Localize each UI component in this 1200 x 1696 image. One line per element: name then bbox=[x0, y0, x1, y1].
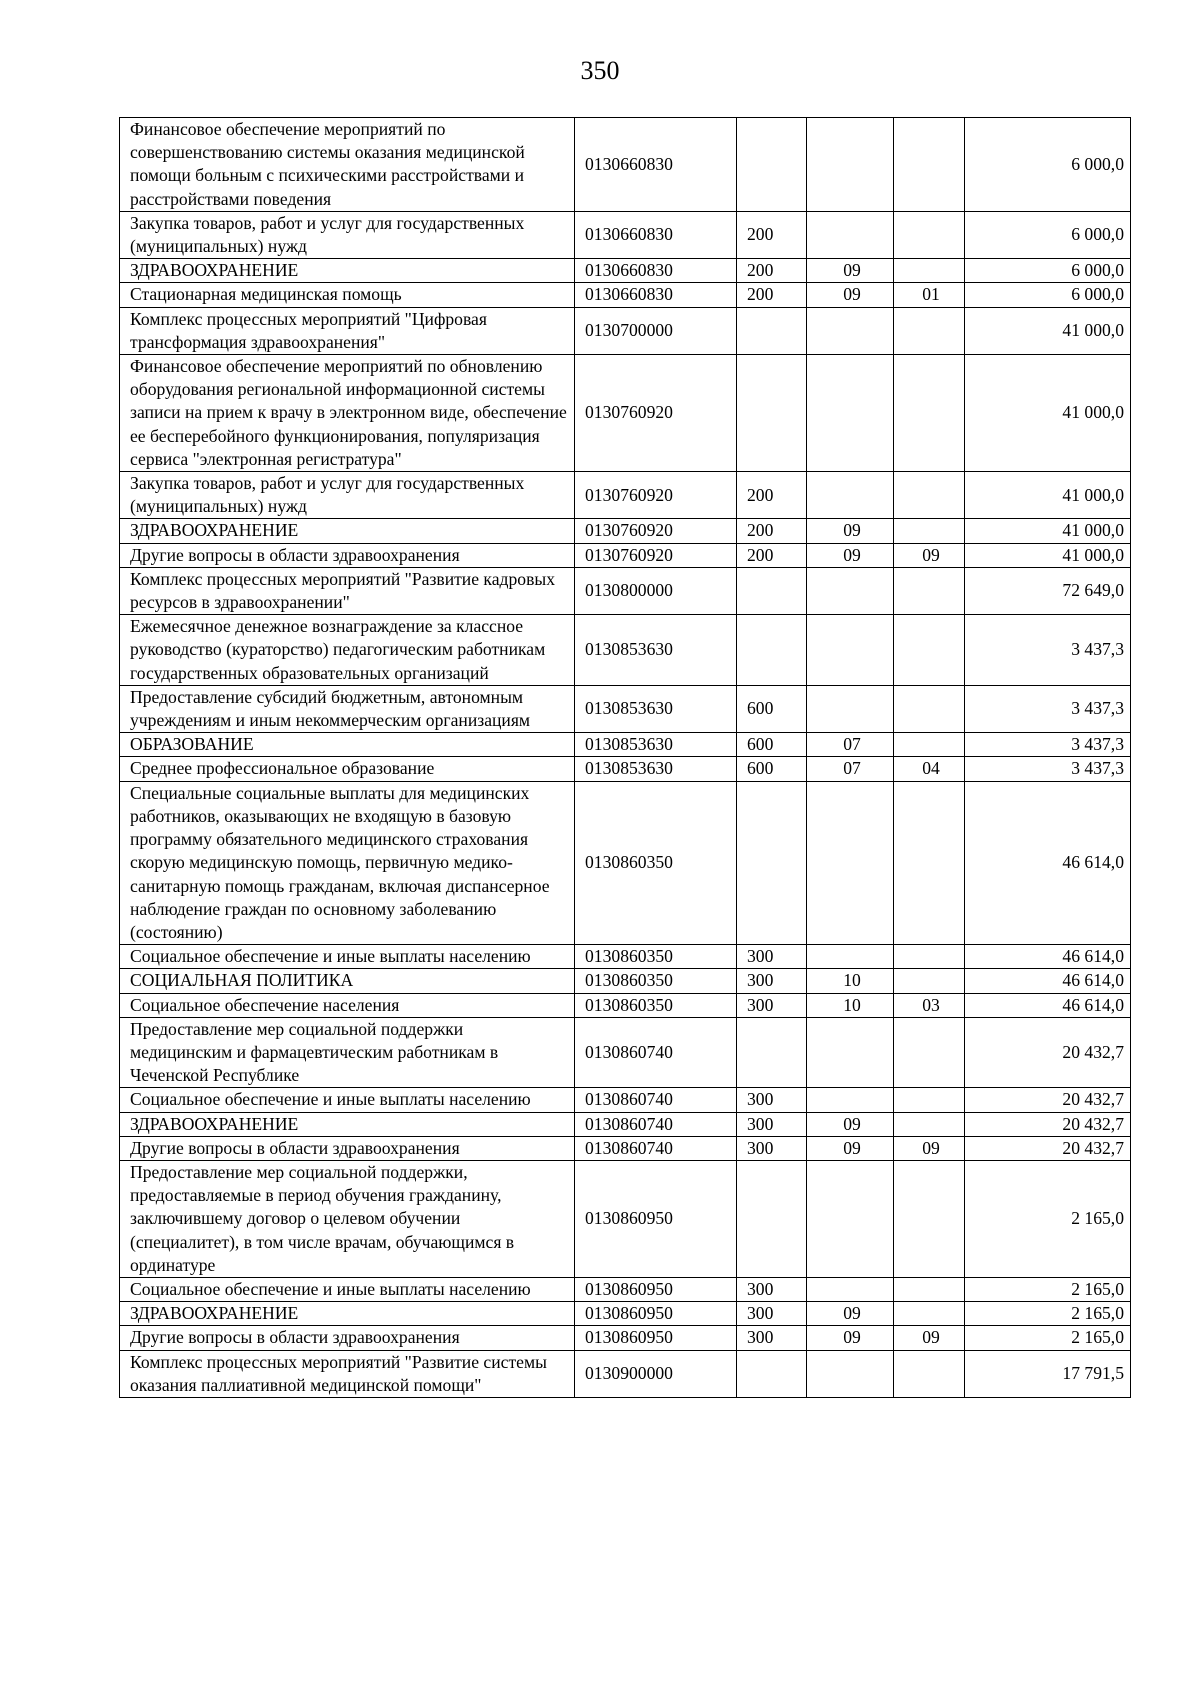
row-code-cell: 0130900000 bbox=[575, 1350, 737, 1397]
row-section-cell bbox=[807, 355, 894, 472]
row-expense-type-cell: 600 bbox=[737, 757, 807, 781]
table-row bbox=[120, 1350, 1131, 1397]
row-amount-cell: 3 437,3 bbox=[965, 733, 1131, 757]
table-row bbox=[120, 993, 1131, 1017]
table-row bbox=[120, 1112, 1131, 1136]
row-amount-cell: 20 432,7 bbox=[965, 1112, 1131, 1136]
row-amount-cell: 3 437,3 bbox=[965, 685, 1131, 732]
row-expense-type-cell bbox=[737, 1160, 807, 1277]
row-section-cell: 07 bbox=[807, 733, 894, 757]
row-code-cell: 0130800000 bbox=[575, 567, 737, 614]
row-code-cell: 0130860350 bbox=[575, 969, 737, 993]
row-amount-cell: 2 165,0 bbox=[965, 1302, 1131, 1326]
row-name-cell: Другие вопросы в области здравоохранения bbox=[120, 1136, 575, 1160]
row-expense-type-cell bbox=[737, 1017, 807, 1088]
row-amount-cell: 6 000,0 bbox=[965, 283, 1131, 307]
row-code-cell: 0130760920 bbox=[575, 543, 737, 567]
row-section-cell: 07 bbox=[807, 757, 894, 781]
row-subsection-cell bbox=[894, 1302, 965, 1326]
row-expense-type-cell: 200 bbox=[737, 519, 807, 543]
row-section-cell bbox=[807, 211, 894, 258]
table-row bbox=[120, 733, 1131, 757]
row-code-cell: 0130860950 bbox=[575, 1160, 737, 1277]
row-section-cell: 09 bbox=[807, 1112, 894, 1136]
row-name-cell: Другие вопросы в области здравоохранения bbox=[120, 1326, 575, 1350]
table-row bbox=[120, 1277, 1131, 1301]
row-subsection-cell bbox=[894, 519, 965, 543]
row-section-cell bbox=[807, 472, 894, 519]
row-name-cell: Закупка товаров, работ и услуг для государственных (муниципальных) нужд bbox=[120, 472, 575, 519]
table-row bbox=[120, 1088, 1131, 1112]
row-expense-type-cell: 300 bbox=[737, 1277, 807, 1301]
row-amount-cell: 6 000,0 bbox=[965, 211, 1131, 258]
row-code-cell: 0130660830 bbox=[575, 283, 737, 307]
row-section-cell: 09 bbox=[807, 1326, 894, 1350]
row-subsection-cell bbox=[894, 118, 965, 212]
row-subsection-cell: 01 bbox=[894, 283, 965, 307]
row-expense-type-cell: 300 bbox=[737, 993, 807, 1017]
row-amount-cell: 41 000,0 bbox=[965, 307, 1131, 354]
row-expense-type-cell: 300 bbox=[737, 1302, 807, 1326]
row-code-cell: 0130760920 bbox=[575, 472, 737, 519]
row-subsection-cell bbox=[894, 1277, 965, 1301]
row-name-cell: Социальное обеспечение и иные выплаты населению bbox=[120, 1277, 575, 1301]
table-row bbox=[120, 757, 1131, 781]
row-subsection-cell: 03 bbox=[894, 993, 965, 1017]
row-code-cell: 0130853630 bbox=[575, 685, 737, 732]
row-code-cell: 0130860740 bbox=[575, 1112, 737, 1136]
row-code-cell: 0130853630 bbox=[575, 733, 737, 757]
table-row bbox=[120, 685, 1131, 732]
row-section-cell: 09 bbox=[807, 283, 894, 307]
row-code-cell: 0130860950 bbox=[575, 1326, 737, 1350]
table-row bbox=[120, 211, 1131, 258]
row-expense-type-cell: 200 bbox=[737, 543, 807, 567]
row-section-cell bbox=[807, 781, 894, 944]
row-expense-type-cell bbox=[737, 1350, 807, 1397]
row-code-cell: 0130860950 bbox=[575, 1277, 737, 1301]
table-row bbox=[120, 969, 1131, 993]
row-subsection-cell bbox=[894, 567, 965, 614]
row-name-cell: Комплекс процессных мероприятий "Развитие системы оказания паллиативной медицинской помощи" bbox=[120, 1350, 575, 1397]
row-amount-cell: 17 791,5 bbox=[965, 1350, 1131, 1397]
row-expense-type-cell: 300 bbox=[737, 1326, 807, 1350]
row-expense-type-cell bbox=[737, 118, 807, 212]
table-row bbox=[120, 519, 1131, 543]
row-code-cell: 0130760920 bbox=[575, 519, 737, 543]
table-row bbox=[120, 615, 1131, 686]
table-row bbox=[120, 567, 1131, 614]
table-row bbox=[120, 355, 1131, 472]
row-code-cell: 0130660830 bbox=[575, 211, 737, 258]
row-section-cell bbox=[807, 685, 894, 732]
row-expense-type-cell: 200 bbox=[737, 472, 807, 519]
row-amount-cell: 2 165,0 bbox=[965, 1326, 1131, 1350]
row-amount-cell: 20 432,7 bbox=[965, 1017, 1131, 1088]
row-expense-type-cell: 300 bbox=[737, 1136, 807, 1160]
row-name-cell: Комплекс процессных мероприятий "Цифровая трансформация здравоохранения" bbox=[120, 307, 575, 354]
row-expense-type-cell: 600 bbox=[737, 685, 807, 732]
row-amount-cell: 3 437,3 bbox=[965, 757, 1131, 781]
row-name-cell: Специальные социальные выплаты для медицинских работников, оказывающих не входящую в базовую программу обязательного медицинского страхования скорую медицинскую помощь, первичную медико-санитарную помощь гражданам, включая диспансерное наблюдение граждан по основному заболеванию (состоянию) bbox=[120, 781, 575, 944]
row-subsection-cell bbox=[894, 1088, 965, 1112]
row-expense-type-cell: 200 bbox=[737, 283, 807, 307]
row-amount-cell: 46 614,0 bbox=[965, 781, 1131, 944]
row-amount-cell: 3 437,3 bbox=[965, 615, 1131, 686]
row-name-cell: Другие вопросы в области здравоохранения bbox=[120, 543, 575, 567]
row-code-cell: 0130860350 bbox=[575, 993, 737, 1017]
table-row bbox=[120, 118, 1131, 212]
row-expense-type-cell: 600 bbox=[737, 733, 807, 757]
row-name-cell: Социальное обеспечение населения bbox=[120, 993, 575, 1017]
table-row bbox=[120, 1160, 1131, 1277]
row-expense-type-cell: 300 bbox=[737, 1112, 807, 1136]
row-subsection-cell bbox=[894, 781, 965, 944]
row-section-cell: 09 bbox=[807, 1136, 894, 1160]
row-subsection-cell bbox=[894, 355, 965, 472]
row-amount-cell: 41 000,0 bbox=[965, 472, 1131, 519]
row-name-cell: Предоставление мер социальной поддержки, предоставляемые в период обучения гражданину, заключившему договор о целевом обучении (специалитет), в том числе врачам, обучающимся в ординатуре bbox=[120, 1160, 575, 1277]
row-expense-type-cell: 200 bbox=[737, 211, 807, 258]
row-section-cell: 09 bbox=[807, 259, 894, 283]
row-expense-type-cell bbox=[737, 307, 807, 354]
table-row bbox=[120, 1302, 1131, 1326]
row-section-cell: 10 bbox=[807, 969, 894, 993]
row-expense-type-cell: 300 bbox=[737, 1088, 807, 1112]
row-name-cell: ЗДРАВООХРАНЕНИЕ bbox=[120, 1112, 575, 1136]
row-name-cell: Предоставление субсидий бюджетным, автономным учреждениям и иным некоммерческим организациям bbox=[120, 685, 575, 732]
row-code-cell: 0130860950 bbox=[575, 1302, 737, 1326]
row-section-cell: 09 bbox=[807, 519, 894, 543]
table-row bbox=[120, 1136, 1131, 1160]
row-expense-type-cell: 200 bbox=[737, 259, 807, 283]
row-name-cell: Комплекс процессных мероприятий "Развитие кадровых ресурсов в здравоохранении" bbox=[120, 567, 575, 614]
row-subsection-cell bbox=[894, 969, 965, 993]
row-code-cell: 0130860350 bbox=[575, 945, 737, 969]
row-amount-cell: 46 614,0 bbox=[965, 945, 1131, 969]
row-code-cell: 0130660830 bbox=[575, 259, 737, 283]
row-subsection-cell: 04 bbox=[894, 757, 965, 781]
row-amount-cell: 20 432,7 bbox=[965, 1088, 1131, 1112]
budget-table bbox=[119, 117, 1131, 1398]
row-code-cell: 0130760920 bbox=[575, 355, 737, 472]
row-subsection-cell bbox=[894, 259, 965, 283]
table-row bbox=[120, 472, 1131, 519]
row-name-cell: Финансовое обеспечение мероприятий по совершенствованию системы оказания медицинской помощи больным с психическими расстройствами и расстройствами поведения bbox=[120, 118, 575, 212]
table-body bbox=[120, 118, 1131, 1398]
row-expense-type-cell bbox=[737, 615, 807, 686]
table-row bbox=[120, 307, 1131, 354]
row-expense-type-cell: 300 bbox=[737, 945, 807, 969]
table-row bbox=[120, 945, 1131, 969]
table-row bbox=[120, 259, 1131, 283]
row-name-cell: Финансовое обеспечение мероприятий по обновлению оборудования региональной информационной системы записи на прием к врачу в электронном виде, обеспечение ее бесперебойного функционирования, популяризация сервиса "электронная регистратура" bbox=[120, 355, 575, 472]
row-amount-cell: 41 000,0 bbox=[965, 543, 1131, 567]
table-row bbox=[120, 283, 1131, 307]
row-subsection-cell bbox=[894, 615, 965, 686]
row-amount-cell: 2 165,0 bbox=[965, 1160, 1131, 1277]
row-name-cell: Стационарная медицинская помощь bbox=[120, 283, 575, 307]
row-amount-cell: 46 614,0 bbox=[965, 969, 1131, 993]
row-amount-cell: 41 000,0 bbox=[965, 355, 1131, 472]
page-number: 350 bbox=[580, 56, 620, 85]
row-name-cell: ЗДРАВООХРАНЕНИЕ bbox=[120, 1302, 575, 1326]
row-section-cell: 09 bbox=[807, 1302, 894, 1326]
row-code-cell: 0130860350 bbox=[575, 781, 737, 944]
row-subsection-cell: 09 bbox=[894, 543, 965, 567]
row-name-cell: ЗДРАВООХРАНЕНИЕ bbox=[120, 259, 575, 283]
row-name-cell: ЗДРАВООХРАНЕНИЕ bbox=[120, 519, 575, 543]
row-expense-type-cell: 300 bbox=[737, 969, 807, 993]
row-name-cell: СОЦИАЛЬНАЯ ПОЛИТИКА bbox=[120, 969, 575, 993]
row-name-cell: Ежемесячное денежное вознаграждение за классное руководство (кураторство) педагогическим работникам государственных образовательных организаций bbox=[120, 615, 575, 686]
row-section-cell: 09 bbox=[807, 543, 894, 567]
row-code-cell: 0130853630 bbox=[575, 615, 737, 686]
row-section-cell bbox=[807, 1017, 894, 1088]
row-section-cell bbox=[807, 1350, 894, 1397]
row-section-cell bbox=[807, 615, 894, 686]
row-section-cell bbox=[807, 1277, 894, 1301]
row-amount-cell: 6 000,0 bbox=[965, 118, 1131, 212]
table-row bbox=[120, 1017, 1131, 1088]
row-subsection-cell bbox=[894, 1112, 965, 1136]
row-subsection-cell bbox=[894, 1350, 965, 1397]
row-subsection-cell bbox=[894, 472, 965, 519]
row-amount-cell: 46 614,0 bbox=[965, 993, 1131, 1017]
row-code-cell: 0130860740 bbox=[575, 1017, 737, 1088]
row-name-cell: Социальное обеспечение и иные выплаты населению bbox=[120, 1088, 575, 1112]
row-subsection-cell bbox=[894, 1017, 965, 1088]
row-expense-type-cell bbox=[737, 355, 807, 472]
row-subsection-cell: 09 bbox=[894, 1136, 965, 1160]
row-code-cell: 0130700000 bbox=[575, 307, 737, 354]
row-subsection-cell bbox=[894, 211, 965, 258]
row-subsection-cell bbox=[894, 685, 965, 732]
row-subsection-cell bbox=[894, 307, 965, 354]
row-section-cell bbox=[807, 1088, 894, 1112]
row-section-cell bbox=[807, 567, 894, 614]
row-amount-cell: 72 649,0 bbox=[965, 567, 1131, 614]
table-row bbox=[120, 781, 1131, 944]
row-section-cell bbox=[807, 945, 894, 969]
row-amount-cell: 41 000,0 bbox=[965, 519, 1131, 543]
table-row bbox=[120, 1326, 1131, 1350]
row-code-cell: 0130860740 bbox=[575, 1136, 737, 1160]
row-code-cell: 0130660830 bbox=[575, 118, 737, 212]
row-name-cell: Среднее профессиональное образование bbox=[120, 757, 575, 781]
row-section-cell bbox=[807, 118, 894, 212]
row-name-cell: ОБРАЗОВАНИЕ bbox=[120, 733, 575, 757]
row-section-cell bbox=[807, 307, 894, 354]
row-section-cell: 10 bbox=[807, 993, 894, 1017]
row-amount-cell: 2 165,0 bbox=[965, 1277, 1131, 1301]
row-name-cell: Предоставление мер социальной поддержки медицинским и фармацевтическим работникам в Чеченской Республике bbox=[120, 1017, 575, 1088]
row-subsection-cell bbox=[894, 945, 965, 969]
row-subsection-cell bbox=[894, 1160, 965, 1277]
row-name-cell: Закупка товаров, работ и услуг для государственных (муниципальных) нужд bbox=[120, 211, 575, 258]
row-subsection-cell: 09 bbox=[894, 1326, 965, 1350]
row-name-cell: Социальное обеспечение и иные выплаты населению bbox=[120, 945, 575, 969]
row-code-cell: 0130860740 bbox=[575, 1088, 737, 1112]
row-subsection-cell bbox=[894, 733, 965, 757]
row-expense-type-cell bbox=[737, 567, 807, 614]
row-amount-cell: 20 432,7 bbox=[965, 1136, 1131, 1160]
row-expense-type-cell bbox=[737, 781, 807, 944]
row-code-cell: 0130853630 bbox=[575, 757, 737, 781]
row-section-cell bbox=[807, 1160, 894, 1277]
row-amount-cell: 6 000,0 bbox=[965, 259, 1131, 283]
table-row bbox=[120, 543, 1131, 567]
